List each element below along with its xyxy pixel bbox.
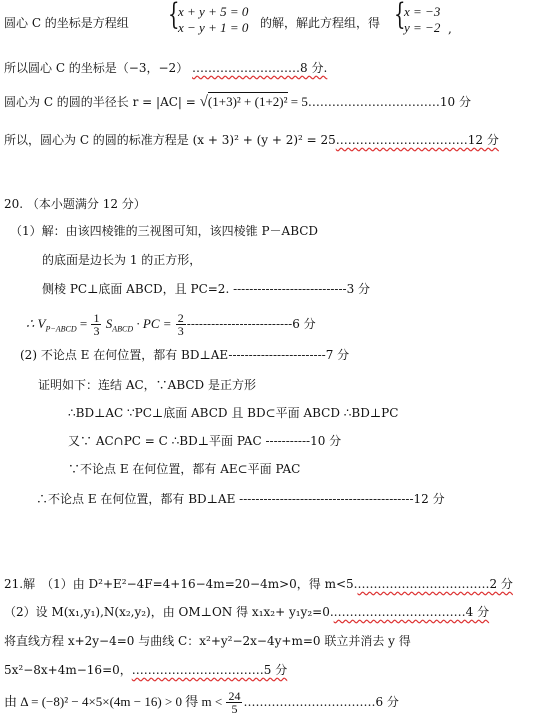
comma xyxy=(448,22,452,36)
p2-line-e xyxy=(68,462,300,476)
equation: x = −3 xyxy=(404,4,441,19)
text: （1）解：由该四棱锥的三视图可知，该四棱锥 P－ABCD xyxy=(10,224,319,238)
text: 证明如下：连结 AC，∵ABCD 是正方形 xyxy=(38,378,256,392)
text: 圆心 C 的坐标是方程组 xyxy=(4,16,129,30)
s21-line-1 xyxy=(4,577,513,591)
solve-text xyxy=(260,16,380,30)
numerator: 2 xyxy=(177,311,184,325)
denominator: 3 xyxy=(93,324,100,338)
fraction-one-third xyxy=(91,312,101,337)
text: 所以，圆心为 C 的圆的标准方程是 (x + 3)² + (y + 2)² = 25 xyxy=(4,133,336,147)
text: · PC = xyxy=(133,316,175,331)
p1-line-a xyxy=(10,224,318,238)
section20-header xyxy=(4,197,146,211)
denominator: 5 xyxy=(231,702,238,716)
radius-line xyxy=(4,95,471,109)
score: ……………………………4 分 xyxy=(333,605,490,619)
p2-line-a xyxy=(20,348,349,362)
text: = xyxy=(76,316,91,331)
s21-line-4 xyxy=(4,663,287,677)
text: , xyxy=(448,22,452,36)
score: ……………………………6 分 xyxy=(243,695,399,709)
s21-line-2 xyxy=(4,605,489,619)
system-brace-2: { xyxy=(394,0,406,32)
text: 20. （本小题满分 12 分） xyxy=(4,197,146,211)
fraction-two-thirds xyxy=(176,312,186,337)
text: 将直线方程 x+2y−4=0 与曲线 C：x²+y²−2x−4y+m=0 联立并消去 y 得 xyxy=(4,634,411,648)
score: ……………………………5 分 xyxy=(131,663,288,677)
text: 所以圆心 C 的坐标是（−3，−2） xyxy=(4,61,189,75)
text: (2) 不论点 E 在何位置，都有 BD⊥AE------------------------7 分 xyxy=(20,348,350,362)
equation: x − y + 1 = 0 xyxy=(178,20,249,35)
text: 又∵ AC∩PC = C ∴BD⊥平面 PAC -----------10 分 xyxy=(68,434,342,448)
subscript: ABCD xyxy=(112,324,134,334)
volume-line xyxy=(26,312,316,337)
circle-center-line xyxy=(4,16,129,30)
subscript: P−ABCD xyxy=(45,324,77,334)
s21-line-3 xyxy=(4,634,411,648)
score: --------------------------6 分 xyxy=(186,317,316,331)
text: （2）设 M(x₁,y₁),N(x₂,y₂)，由 OM⊥ON 得 x₁x₂+ y₁y₂=0. xyxy=(4,605,334,619)
text: ∴ V xyxy=(26,316,46,331)
fraction-24-over-5 xyxy=(226,690,242,715)
watermark xyxy=(374,300,393,325)
score: ……………………………2 分 xyxy=(357,577,513,591)
text: S xyxy=(102,316,113,331)
sqrt-icon: √ xyxy=(199,94,208,110)
text: 的解，解此方程组，得 xyxy=(260,16,381,30)
text: 圆心为 C 的圆的半径长 r = |AC| = xyxy=(4,95,200,109)
text: = 5 xyxy=(287,94,308,109)
p2-line-f xyxy=(36,492,445,506)
text: 的底面是边长为 1 的正方形， xyxy=(42,253,202,267)
text: 5x²−8x+4m−16=0， xyxy=(4,663,132,677)
p2-line-d xyxy=(68,434,341,448)
text: 侧棱 PC⊥底面 ABCD，且 PC=2. ----------------------------3 分 xyxy=(42,282,371,296)
system-brace-1: { xyxy=(168,0,180,32)
p1-line-b xyxy=(42,253,201,267)
p1-line-c xyxy=(42,282,370,296)
equation: y = −2 xyxy=(404,20,441,35)
numerator: 24 xyxy=(228,689,241,703)
text: ∴BD⊥AC ∵PC⊥底面 ABCD 且 BD⊂平面 ABCD ∴BD⊥PC xyxy=(68,406,399,420)
center-coord-line xyxy=(4,61,327,75)
denominator: 3 xyxy=(177,324,184,338)
p2-line-c xyxy=(68,406,398,420)
text: 21.解 （1）由 D²+E²−4F=4+16−4m=20−4m>0，得 m<5. xyxy=(4,577,358,591)
score: ……………………………12 分 xyxy=(335,133,499,147)
radicand: (1+3)² + (1+2)² xyxy=(207,94,288,109)
text: ∵不论点 E 在何位置，都有 AE⊂平面 PAC xyxy=(68,462,301,476)
equation: x + y + 5 = 0 xyxy=(178,4,249,19)
s21-line-5 xyxy=(4,690,399,715)
text: ∴不论点 E 在何位置，都有 BD⊥AE -------------------------------------------12 分 xyxy=(36,492,445,506)
score: ……………………………10 分 xyxy=(307,95,471,109)
equation-system-1 xyxy=(178,4,248,36)
p2-line-b xyxy=(38,378,256,392)
numerator: 1 xyxy=(93,311,100,325)
circle-equation-line xyxy=(4,133,499,147)
text: 由 Δ = (−8)² − 4×5×(4m − 16) > 0 得 m < xyxy=(4,694,226,709)
solution-system xyxy=(404,4,440,36)
score: ………………………8 分. xyxy=(192,61,328,75)
